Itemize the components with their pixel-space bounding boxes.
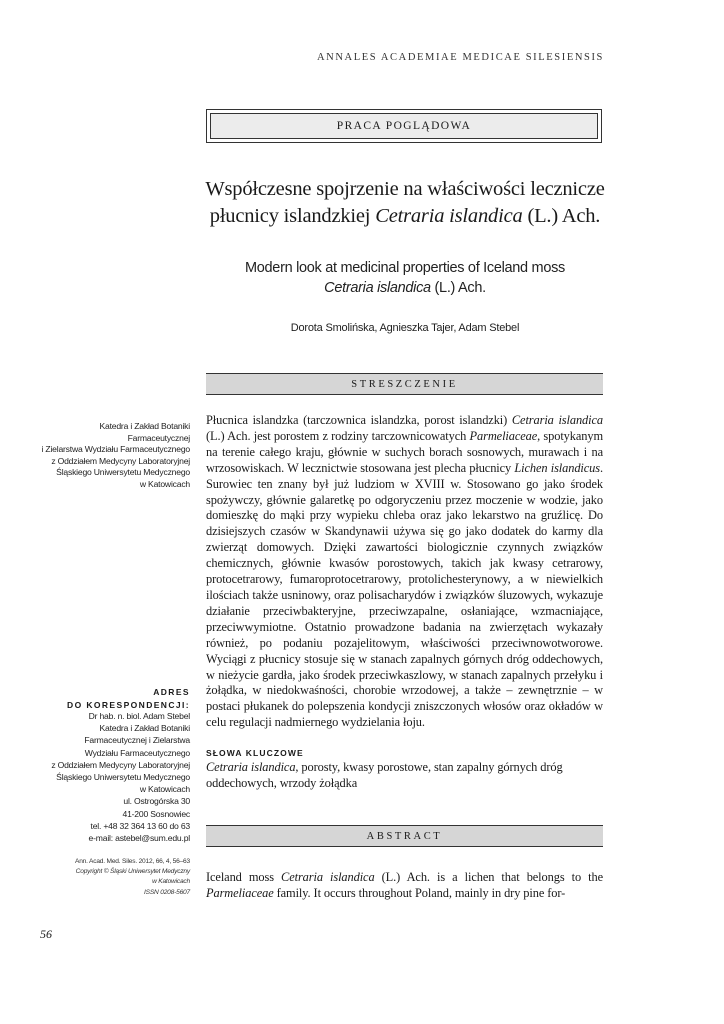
title-english-line-2 [200, 278, 610, 298]
title-english [200, 258, 610, 298]
streszczenie-species-1: Cetraria islandica [511, 413, 603, 427]
page-number: 56 [40, 927, 52, 941]
keywords-label: SŁOWA KLUCZOWE [206, 748, 304, 758]
keywords-rest: , porosty, kwasy porostowe, stan zapalny górnych dróg oddechowych, wrzody żołądka [206, 760, 563, 790]
affiliation-line: Katedra i Zakład Botaniki Farmaceutycznej [99, 421, 190, 443]
keywords-text [206, 760, 603, 792]
title-english-species: Cetraria islandica [324, 280, 431, 296]
correspondence-heading-line: ADRES [153, 687, 190, 697]
streszczenie-text-3: , spotykanym na terenie całego kraju, głównie w suchych borach sosnowych, murawach i na wrzosowiskach. W lecznictwie stosowana jest plecha płucnicy [206, 428, 604, 475]
article-type-label: PRACA POGLĄDOWA [210, 113, 598, 139]
title-polish-authority: (L.) Ach. [522, 205, 601, 227]
streszczenie-text-2: (L.) Ach. jest porostem z rodziny tarczownicowatych [206, 428, 470, 443]
affiliation-line: i Zielarstwa Wydziału Farmaceutycznego [41, 444, 190, 455]
citation-copyright-place: w Katowicach [152, 878, 190, 886]
abstract-paragraph [206, 870, 603, 902]
affiliation [40, 421, 190, 491]
journal-name: ANNALES ACADEMIAE MEDICAE SILESIENSIS [317, 52, 604, 63]
streszczenie-family: Parmeliaceae [469, 428, 538, 443]
correspondence-heading [40, 686, 190, 712]
streszczenie-text-1: Płucnica islandzka (tarczownica islandzka, porost islandzki) [206, 413, 512, 427]
citation-issn: ISSN 0208-5607 [144, 888, 190, 896]
author-list: Dorota Smolińska, Agnieszka Tajer, Adam Stebel [290, 322, 520, 334]
section-header-abstract: ABSTRACT [206, 825, 603, 847]
keywords-species: Cetraria islandica [206, 760, 296, 774]
title-polish [200, 176, 610, 230]
address-line: Śląskiego Uniwersytetu Medycznego [56, 772, 190, 783]
address-city: 41-200 Sosnowiec [122, 808, 190, 819]
address-line: w Katowicach [139, 784, 190, 795]
streszczenie-paragraph [206, 413, 603, 731]
address-line: Farmaceutycznej i Zielarstwa [84, 735, 190, 746]
title-polish-line-2 [200, 203, 610, 230]
abstract-text-3: family. It occurs throughout Poland, mainly in dry pine for- [273, 885, 566, 900]
title-polish-line-2-text: płucnicy islandzkiej [209, 205, 376, 227]
citation-copyright: Copyright © Śląski Uniwersytet Medyczny [75, 868, 190, 876]
abstract-text-1: Iceland moss [206, 870, 282, 884]
title-english-authority: (L.) Ach. [430, 280, 486, 296]
address-line: Katedra i Zakład Botaniki [99, 723, 190, 734]
address-street: ul. Ostrogórska 30 [123, 796, 190, 807]
address-name: Dr hab. n. biol. Adam Stebel [88, 711, 190, 721]
title-polish-line-1: Współczesne spojrzenie na właściwości lecznicze [205, 178, 605, 200]
title-english-line-1: Modern look at medicinal properties of Iceland moss [245, 260, 565, 276]
title-polish-species: Cetraria islandica [375, 205, 523, 227]
correspondence-heading-line: DO KORESPONDENCJI: [67, 700, 190, 710]
abstract-text-2: (L.) Ach. is a lichen that belongs to the [374, 870, 603, 884]
abstract-family: Parmeliaceae [206, 885, 274, 900]
affiliation-line: z Oddziałem Medycyny Laboratoryjnej [51, 455, 190, 466]
address-phone: tel. +48 32 364 13 60 do 63 [90, 820, 190, 831]
article-type-box [206, 109, 602, 143]
citation-block [40, 857, 190, 898]
address-line: z Oddziałem Medycyny Laboratoryjnej [51, 759, 190, 770]
streszczenie-text-4: . Surowiec ten znany był już ludziom w XVIII w. Stosowano go jako środek spożywczy, głównie galaretkę po odgoryczeniu przez moczenie w wodzie, jako domieszkę do mąki przy wypieku chleba oraz jako lekarstwo na gruźlicę. Do dzisiejszych czasów w Skandynawii używa się go jako dodatek do karmy dla zwierząt domowych. Dzięki zawartości biologicznie czynnych związków chemicznych, głównie kwasów porostowych, takich jak kwasy cetrarowy, protocetrarowy, fumaroprotocetrarowy, protolichesterynowy, a w niewielkich ilościach także usninowy, oraz polisacharydów i związków śluzowych, wykazuje działanie przeciwbakteryjne, przeciwzapalne, osłaniające, wzmacniające, przeciwwymiotne. Ostatnio prowadzone badania na zwierzętach wykazały również, po podaniu pozajelitowym, właściwości przeciwnowotworowe. Wyciągi z płucnicy stosuje się w stanach zapalnych górnych dróg oddechowych, w nieżycie gardła, jako środek przeciwkaszlowy, w stanach zapalnych przełyku i żołądka, w niedokwaśności, chorobie wrzodowej, a także – zewnętrznie – w postaci płukanek do polepszenia kondycji zniszczonych włosów oraz okładów w celu regulacji nadmiernego wydzielania łoju. [206, 460, 603, 730]
correspondence-address [40, 710, 190, 844]
section-header-streszczenie: STRESZCZENIE [206, 373, 603, 395]
address-email: e-mail: astebel@sum.edu.pl [88, 833, 190, 844]
affiliation-line: w Katowicach [139, 478, 190, 489]
streszczenie-drug-name: Lichen islandicus [514, 460, 600, 475]
address-line: Wydziału Farmaceutycznego [84, 747, 190, 758]
affiliation-line: Śląskiego Uniwersytetu Medycznego [56, 467, 190, 478]
citation-reference: Ann. Acad. Med. Siles. 2012, 66, 4, 56–63 [75, 858, 190, 865]
abstract-species: Cetraria islandica [281, 870, 375, 884]
